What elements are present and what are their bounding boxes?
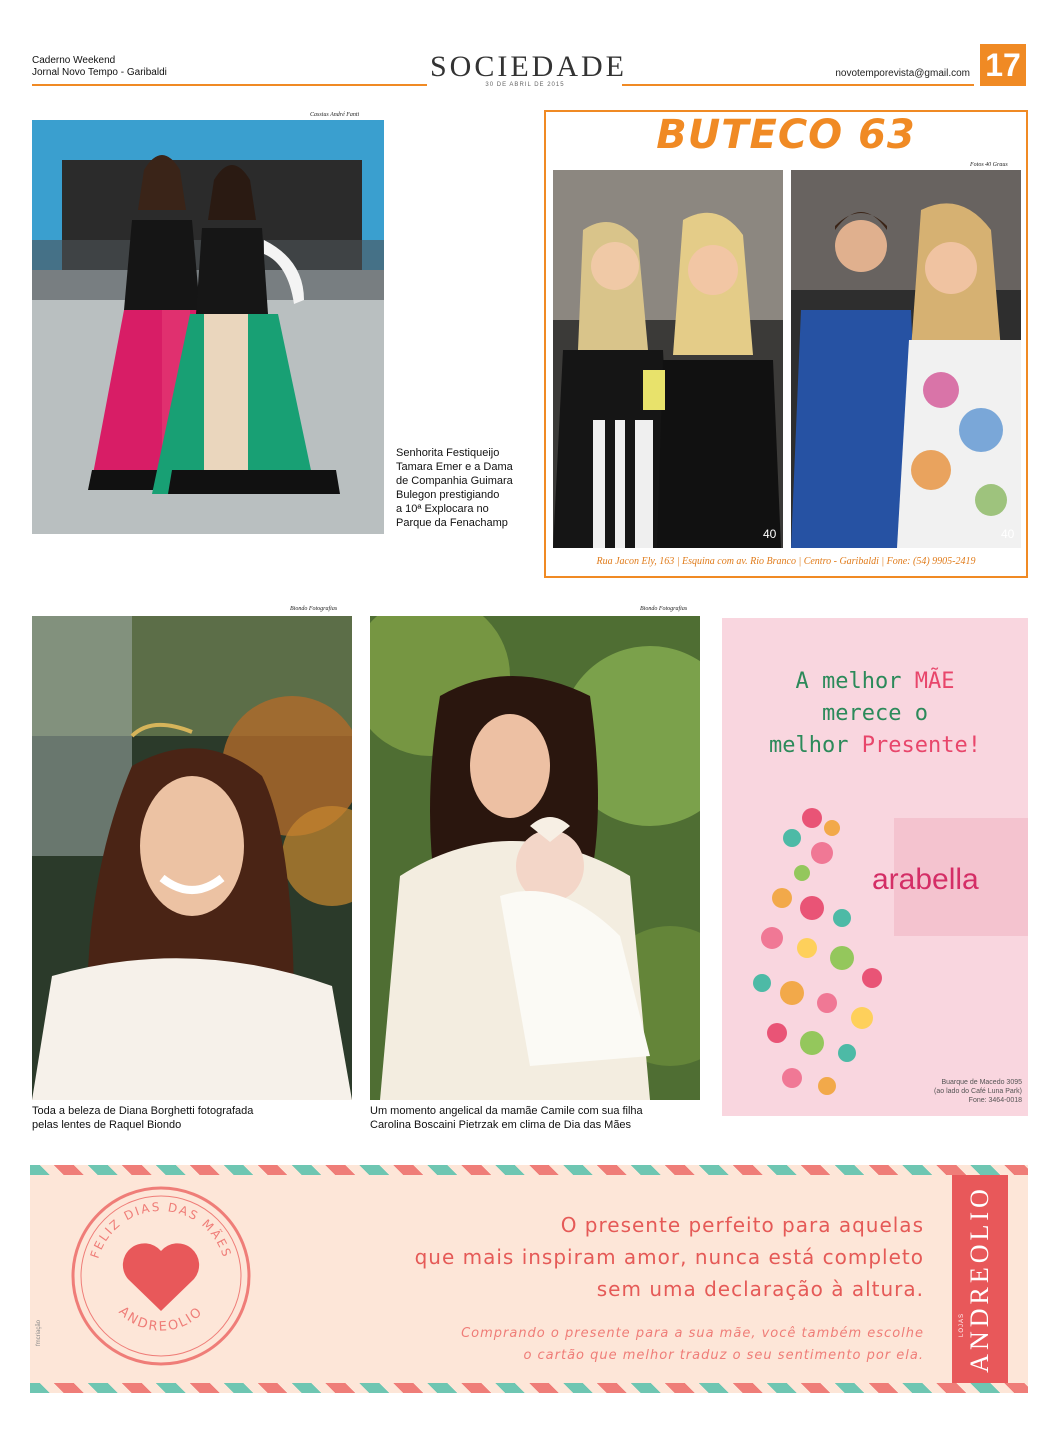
- buteco-address: Rua Jacon Ely, 163 | Esquina com av. Rio Branco | Centro - Garibaldi | Fone: (54) 9905-2419: [596, 556, 976, 567]
- stamp-top-text: FELIZ DIAS DAS MÃES: [87, 1199, 235, 1261]
- andreolio-brand: ANDREOLIO: [965, 1185, 994, 1373]
- andreolio-subline: [461, 1323, 924, 1367]
- arabella-ad[interactable]: [722, 618, 1028, 1116]
- caption-line: de Companhia Guimara: [396, 475, 513, 487]
- mothers-day-stamp-icon: [66, 1181, 256, 1371]
- agency-credit: fmcriação: [36, 1319, 42, 1346]
- newspaper-name: Jornal Novo Tempo - Garibaldi: [32, 67, 167, 78]
- caption-line: Carolina Boscaini Pietrzak em clima de Dia das Mães: [370, 1119, 632, 1131]
- photo-credit: Biondo Fotografias: [290, 606, 338, 612]
- header-rule-right: [622, 84, 974, 86]
- photo-credit: Cassius André Fanti: [310, 112, 360, 118]
- headline-highlight: MÃE: [914, 669, 955, 694]
- headline-text: merece o: [822, 701, 928, 726]
- caption-camile: [370, 1104, 700, 1132]
- caption-line: Toda a beleza de Diana Borghetti fotografada: [32, 1105, 254, 1117]
- caption-line: Parque da Fenachamp: [396, 517, 508, 529]
- stamp-bottom-text: ANDREOLIO: [115, 1303, 207, 1335]
- headline-text: melhor: [769, 733, 862, 758]
- caption-line: Tamara Emer e a Dama: [396, 461, 513, 473]
- arabella-headline: [722, 666, 1028, 762]
- watermark-40: 40: [763, 527, 777, 541]
- photo-diana: [32, 616, 352, 1100]
- photo-buteco-2: [791, 170, 1021, 548]
- airmail-stripe: [30, 1383, 1028, 1393]
- airmail-stripe: [30, 1165, 1028, 1175]
- andreolio-headline: [415, 1209, 924, 1305]
- buteco-title: BUTECO 63: [656, 112, 916, 158]
- address-line: Buarque de Macedo 3095: [941, 1079, 1022, 1086]
- page-number: 17: [980, 44, 1026, 86]
- caption-line: a 10ª Explocara no: [396, 503, 489, 515]
- page-title: SOCIEDADE: [430, 50, 627, 83]
- address-line: Fone: 3464-0018: [968, 1097, 1022, 1104]
- watermark-40: 40: [1001, 527, 1015, 541]
- andreolio-brand-small: LOJAS: [959, 1312, 965, 1338]
- photo-credit: Biondo Fotografias: [640, 606, 688, 612]
- headline-highlight: Presente!: [861, 733, 981, 758]
- caption-line: pelas lentes de Raquel Biondo: [32, 1119, 182, 1131]
- andreolio-ad[interactable]: [30, 1165, 1028, 1393]
- address-line: (ao lado do Café Luna Park): [934, 1088, 1022, 1095]
- headline-line: sem uma declaração à altura.: [596, 1277, 924, 1301]
- headline-text: A melhor: [795, 669, 915, 694]
- header-rule-left: [32, 84, 427, 86]
- photo-buteco-1: [553, 170, 783, 548]
- caption-line: Bulegon prestigiando: [396, 489, 500, 501]
- headline-line: que mais inspiram amor, nunca está completo: [414, 1245, 924, 1269]
- photo-camile: [370, 616, 700, 1100]
- photo-festiqueijo: [32, 120, 384, 534]
- andreolio-brand-bar: [952, 1175, 1008, 1383]
- arabella-address: [934, 1078, 1022, 1105]
- caption-line: Um momento angelical da mamãe Camile com sua filha: [370, 1105, 643, 1117]
- subline-line: o cartão que melhor traduz o seu sentimento por ela.: [523, 1348, 924, 1363]
- heart-icon: [123, 1243, 199, 1311]
- section-info: [32, 55, 167, 79]
- caption-diana: [32, 1104, 352, 1132]
- section-name: Caderno Weekend: [32, 55, 116, 66]
- headline-line: O presente perfeito para aquelas: [560, 1213, 924, 1237]
- floral-mother-silhouette-icon: [732, 788, 902, 1108]
- arabella-logo: arabella: [872, 863, 979, 896]
- buteco-photo-credit: Fotos 40 Graus: [970, 162, 1008, 168]
- subline-line: Comprando o presente para a sua mãe, você também escolhe: [461, 1326, 924, 1341]
- issue-date: 30 DE ABRIL DE 2015: [485, 82, 565, 88]
- contact-email[interactable]: novotemporevista@gmail.com: [835, 68, 970, 79]
- caption-festiqueijo: [396, 446, 526, 530]
- caption-line: Senhorita Festiqueijo: [396, 447, 500, 459]
